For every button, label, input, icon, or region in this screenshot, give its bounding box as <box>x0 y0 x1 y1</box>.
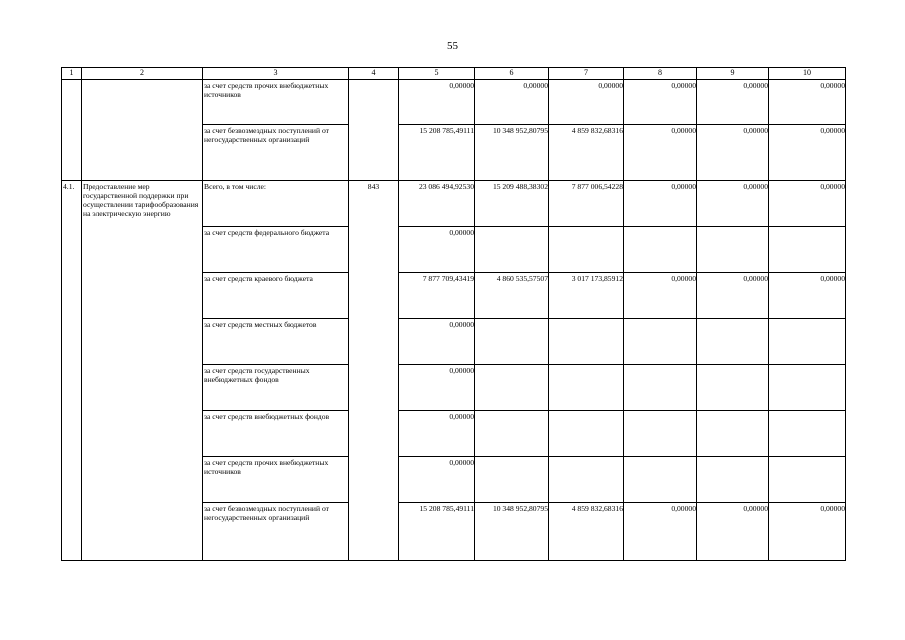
value-cell: 0,00000 <box>624 273 697 319</box>
source-cell: за счет средств краевого бюджета <box>203 273 349 319</box>
item-index: 4.1. <box>62 181 82 561</box>
code-cell <box>349 80 399 181</box>
source-cell: за счет средств прочих внебюджетных источников <box>203 457 349 503</box>
value-cell <box>769 319 846 365</box>
value-cell: 0,00000 <box>624 181 697 227</box>
value-cell <box>697 227 769 273</box>
header-cell: 9 <box>697 68 769 80</box>
value-cell <box>769 411 846 457</box>
header-cell: 3 <box>203 68 349 80</box>
header-cell: 5 <box>399 68 475 80</box>
value-cell <box>475 457 549 503</box>
value-cell <box>697 457 769 503</box>
value-cell <box>549 457 624 503</box>
source-cell: за счет средств внебюджетных фондов <box>203 411 349 457</box>
value-cell <box>697 411 769 457</box>
item-code: 843 <box>349 181 399 561</box>
value-cell: 23 086 494,92530 <box>399 181 475 227</box>
value-cell: 15 209 488,38302 <box>475 181 549 227</box>
value-cell: 0,00000 <box>624 125 697 181</box>
value-cell: 0,00000 <box>697 125 769 181</box>
value-cell: 0,00000 <box>399 365 475 411</box>
header-cell: 1 <box>62 68 82 80</box>
value-cell: 0,00000 <box>769 125 846 181</box>
header-cell: 10 <box>769 68 846 80</box>
value-cell: 0,00000 <box>399 80 475 125</box>
value-cell: 7 877 709,43419 <box>399 273 475 319</box>
budget-table <box>61 67 846 561</box>
item-name: Предоставление мер государственной поддержки при осуществлении тарифообразования на электрическую энергию <box>82 181 203 561</box>
table-row <box>62 181 846 227</box>
value-cell: 0,00000 <box>769 273 846 319</box>
value-cell <box>624 457 697 503</box>
value-cell <box>475 227 549 273</box>
value-cell: 15 208 785,49111 <box>399 503 475 561</box>
page-number: 55 <box>447 40 458 52</box>
header-cell: 4 <box>349 68 399 80</box>
value-cell: 4 859 832,68316 <box>549 503 624 561</box>
value-cell: 0,00000 <box>399 457 475 503</box>
value-cell: 0,00000 <box>624 80 697 125</box>
value-cell: 3 017 173,85912 <box>549 273 624 319</box>
value-cell <box>697 319 769 365</box>
value-cell: 0,00000 <box>624 503 697 561</box>
value-cell <box>624 319 697 365</box>
value-cell: 0,00000 <box>399 227 475 273</box>
table-row <box>62 80 846 125</box>
value-cell <box>549 411 624 457</box>
value-cell <box>624 227 697 273</box>
value-cell: 0,00000 <box>399 319 475 365</box>
value-cell: 4 859 832,68316 <box>549 125 624 181</box>
value-cell: 0,00000 <box>769 181 846 227</box>
value-cell <box>475 365 549 411</box>
source-cell: за счет безвозмездных поступлений от негосударственных организаций <box>203 125 349 181</box>
value-cell: 0,00000 <box>697 80 769 125</box>
index-cell <box>62 80 82 181</box>
value-cell: 10 348 952,80795 <box>475 125 549 181</box>
header-row <box>62 68 846 80</box>
source-cell: за счет безвозмездных поступлений от негосударственных организаций <box>203 503 349 561</box>
value-cell <box>697 365 769 411</box>
header-cell: 2 <box>82 68 203 80</box>
value-cell: 0,00000 <box>475 80 549 125</box>
value-cell: 15 208 785,49111 <box>399 125 475 181</box>
value-cell <box>475 411 549 457</box>
value-cell: 0,00000 <box>697 273 769 319</box>
value-cell <box>769 457 846 503</box>
source-cell: за счет средств местных бюджетов <box>203 319 349 365</box>
source-cell: Всего, в том числе: <box>203 181 349 227</box>
value-cell <box>549 365 624 411</box>
source-cell: за счет средств прочих внебюджетных источников <box>203 80 349 125</box>
source-cell: за счет средств государственных внебюджетных фондов <box>203 365 349 411</box>
value-cell <box>769 365 846 411</box>
value-cell: 0,00000 <box>399 411 475 457</box>
header-cell: 6 <box>475 68 549 80</box>
value-cell: 0,00000 <box>697 181 769 227</box>
header-cell: 7 <box>549 68 624 80</box>
value-cell: 10 348 952,80795 <box>475 503 549 561</box>
value-cell <box>475 319 549 365</box>
value-cell <box>549 227 624 273</box>
value-cell: 0,00000 <box>769 80 846 125</box>
header-cell: 8 <box>624 68 697 80</box>
value-cell: 7 877 006,54228 <box>549 181 624 227</box>
name-cell <box>82 80 203 181</box>
source-cell: за счет средств федерального бюджета <box>203 227 349 273</box>
value-cell: 0,00000 <box>549 80 624 125</box>
value-cell <box>624 365 697 411</box>
value-cell: 0,00000 <box>697 503 769 561</box>
value-cell <box>769 227 846 273</box>
value-cell <box>549 319 624 365</box>
value-cell: 4 860 535,57507 <box>475 273 549 319</box>
value-cell: 0,00000 <box>769 503 846 561</box>
value-cell <box>624 411 697 457</box>
